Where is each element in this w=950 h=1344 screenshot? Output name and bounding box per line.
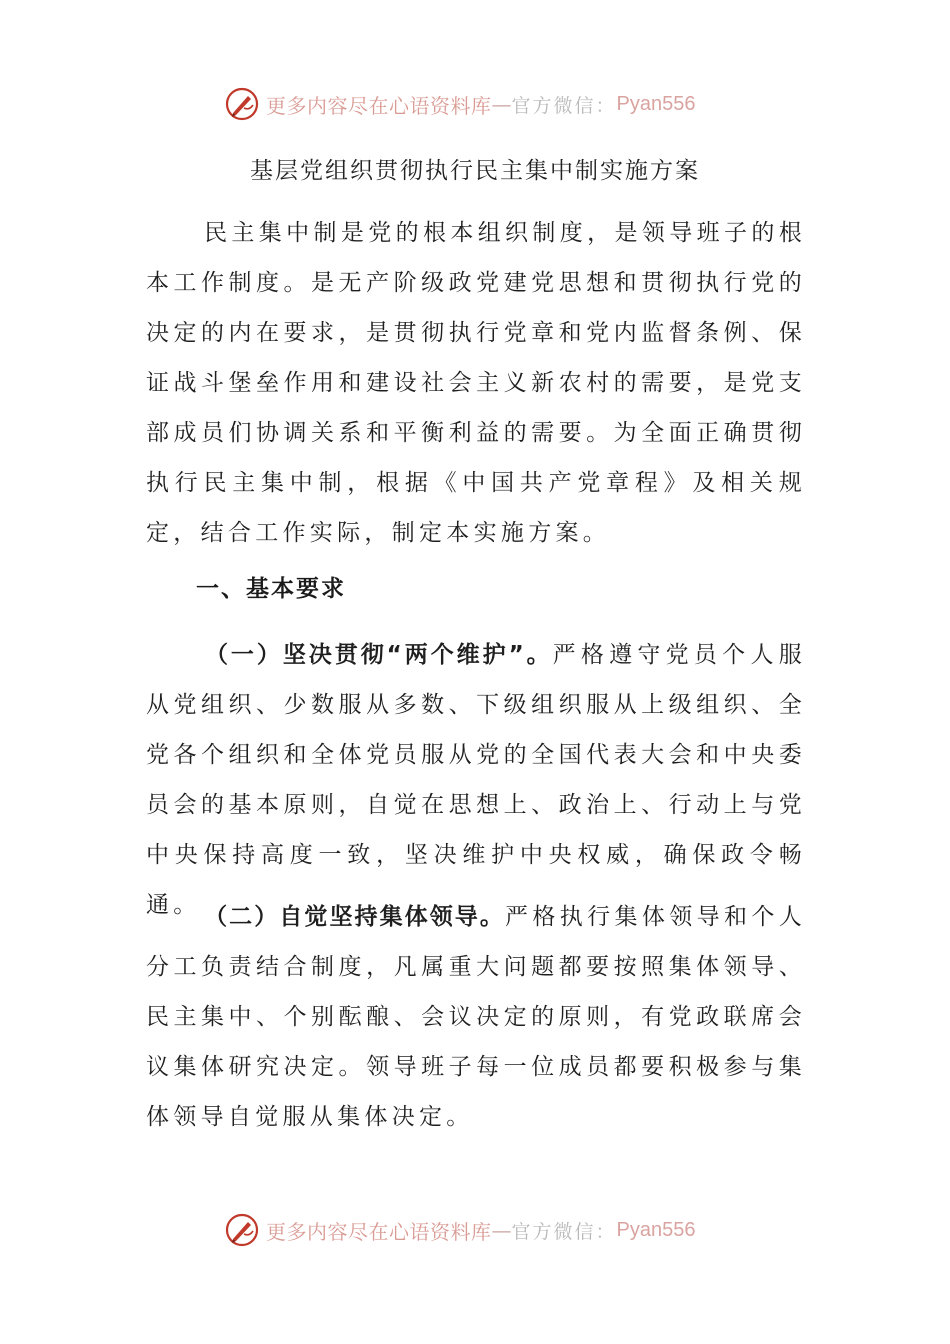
watermark-wechat-id: Pyan556 [616, 1218, 696, 1241]
item1-lead: （一）坚决贯彻“两个维护”。 [204, 642, 553, 668]
item2-lead: （二）自觉坚持集体领导。 [204, 904, 505, 930]
watermark-banner-bottom [224, 1210, 744, 1250]
watermark-text: 更多内容尽在心语资料库 [266, 1219, 492, 1244]
intro-paragraph [146, 208, 806, 558]
item2-paragraph [146, 892, 806, 1142]
document-title: 基层党组织贯彻执行民主集中制实施方案 [250, 158, 700, 184]
watermark-dash: — [491, 92, 512, 116]
watermark-official-label: 官方微信： [511, 1220, 617, 1243]
watermark-text: 更多内容尽在心语资料库 [266, 93, 492, 118]
section1-heading: 一、基本要求 [196, 576, 346, 602]
watermark-dash: — [491, 1218, 512, 1242]
pen-circle-logo-icon [224, 86, 260, 122]
watermark-official-label: 官方微信： [511, 94, 617, 117]
watermark-banner-top [224, 84, 744, 124]
pen-circle-logo-icon [224, 1212, 260, 1248]
item1-text: 严格遵守党员个人服从党组织、少数服从多数、下级组织服从上级组织、全党各个组织和全体党员服从党的全国代表大会和中央委员会的基本原则，自觉在思想上、政治上、行动上与党中央保持高度一致，坚决维护中央权威，确保政令畅通。 [146, 642, 806, 918]
watermark-wechat-id: Pyan556 [616, 92, 696, 115]
item1-paragraph [146, 630, 806, 930]
item2-text: 严格执行集体领导和个人分工负责结合制度，凡属重大问题都要按照集体领导、民主集中、个别酝酿、会议决定的原则，有党政联席会议集体研究决定。领导班子每一位成员都要积极参与集体领导自觉服从集体决定。 [146, 904, 807, 1130]
intro-text: 民主集中制是党的根本组织制度，是领导班子的根本工作制度。是无产阶级政党建党思想和贯彻执行党的决定的内在要求，是贯彻执行党章和党内监督条例、保证战斗堡垒作用和建设社会主义新农村的需要，是党支部成员们协调关系和平衡利益的需要。为全面正确贯彻执行民主集中制，根据《中国共产党章程》及相关规定，结合工作实际，制定本实施方案。 [146, 220, 806, 546]
